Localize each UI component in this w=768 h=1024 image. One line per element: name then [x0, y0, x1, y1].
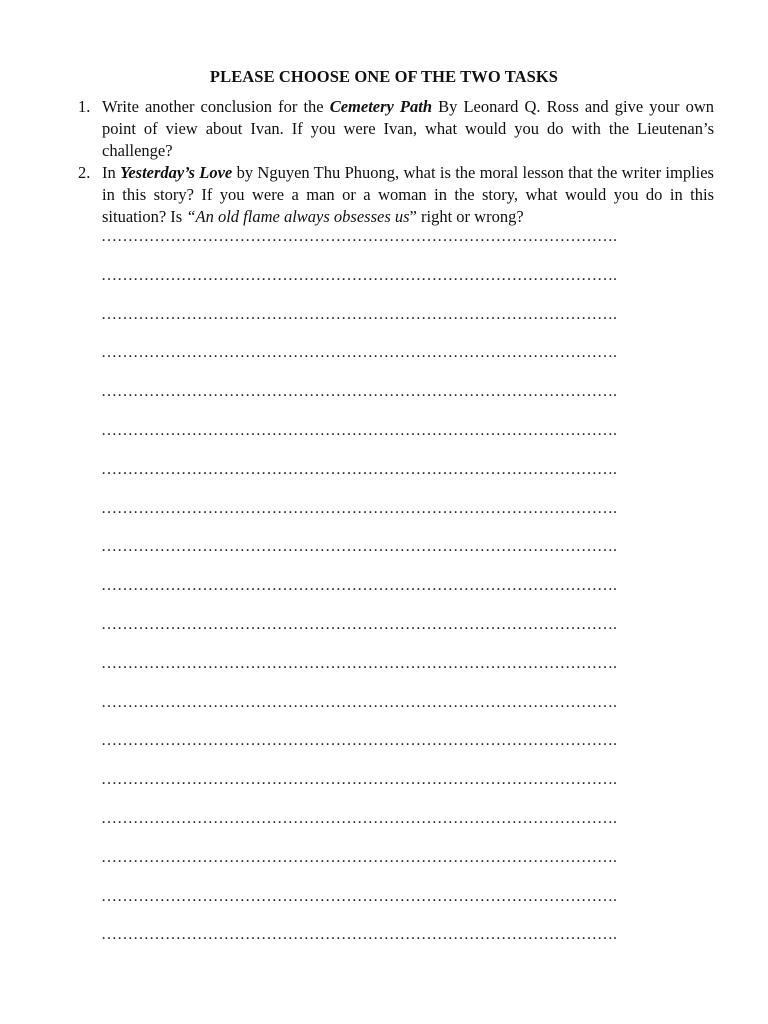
task-item [78, 162, 714, 228]
answer-line[interactable]: ……………………………………………………………………………………. [101, 693, 617, 711]
answer-line[interactable]: ……………………………………………………………………………………. [101, 344, 617, 362]
task-text-segment: “An old flame always obsesses us [186, 207, 410, 226]
answer-lines [101, 226, 711, 963]
task-text [102, 96, 714, 162]
task-text-segment: Write another conclusion for the [102, 97, 330, 116]
task-text-segment: By Leonard Q. Ross and give your own point of view about Ivan. If you were Ivan, what would you do with the [102, 97, 714, 138]
answer-line[interactable]: ……………………………………………………………………………………. [101, 848, 617, 866]
answer-line[interactable]: ……………………………………………………………………………………. [101, 887, 617, 905]
task-text-segment: In [102, 163, 121, 182]
answer-line[interactable]: ……………………………………………………………………………………. [101, 615, 617, 633]
answer-line[interactable]: ……………………………………………………………………………………. [101, 654, 617, 672]
answer-line[interactable]: ……………………………………………………………………………………. [101, 577, 617, 595]
answer-line[interactable]: ……………………………………………………………………………………. [101, 228, 617, 245]
task-item [78, 96, 714, 162]
task-text-segment: by Nguyen Thu Phuong, what is the moral lesson that the writer implies in this story? If you were a man or a woman in the story, what would you do in this situation? Is [102, 163, 714, 226]
page-title: PLEASE CHOOSE ONE OF THE TWO TASKS [209, 67, 559, 86]
task-text [102, 162, 714, 228]
answer-line[interactable]: ……………………………………………………………………………………. [101, 305, 617, 323]
answer-line[interactable]: ……………………………………………………………………………………. [101, 538, 617, 556]
answer-line[interactable]: ……………………………………………………………………………………. [101, 421, 617, 439]
answer-line[interactable]: ……………………………………………………………………………………. [101, 771, 617, 789]
answer-line[interactable]: ……………………………………………………………………………………. [101, 499, 617, 517]
answer-line[interactable]: ……………………………………………………………………………………. [101, 460, 617, 478]
answer-line[interactable]: ……………………………………………………………………………………. [101, 809, 617, 827]
task-text-segment: Yesterday’s Love [120, 163, 233, 182]
task-text-segment: Cemetery Path [329, 97, 433, 116]
answer-line[interactable]: ……………………………………………………………………………………. [101, 383, 617, 401]
task-list [78, 96, 714, 228]
task-text-segment: ” right or wrong? [409, 207, 524, 226]
task-text-segment: Lieutenan’s challenge? [102, 119, 714, 160]
answer-line[interactable]: ……………………………………………………………………………………. [101, 926, 617, 944]
task-number: 1. [78, 97, 91, 116]
answer-line[interactable]: ……………………………………………………………………………………. [101, 266, 617, 284]
answer-line[interactable]: ……………………………………………………………………………………. [101, 732, 617, 750]
task-number: 2. [78, 163, 91, 182]
